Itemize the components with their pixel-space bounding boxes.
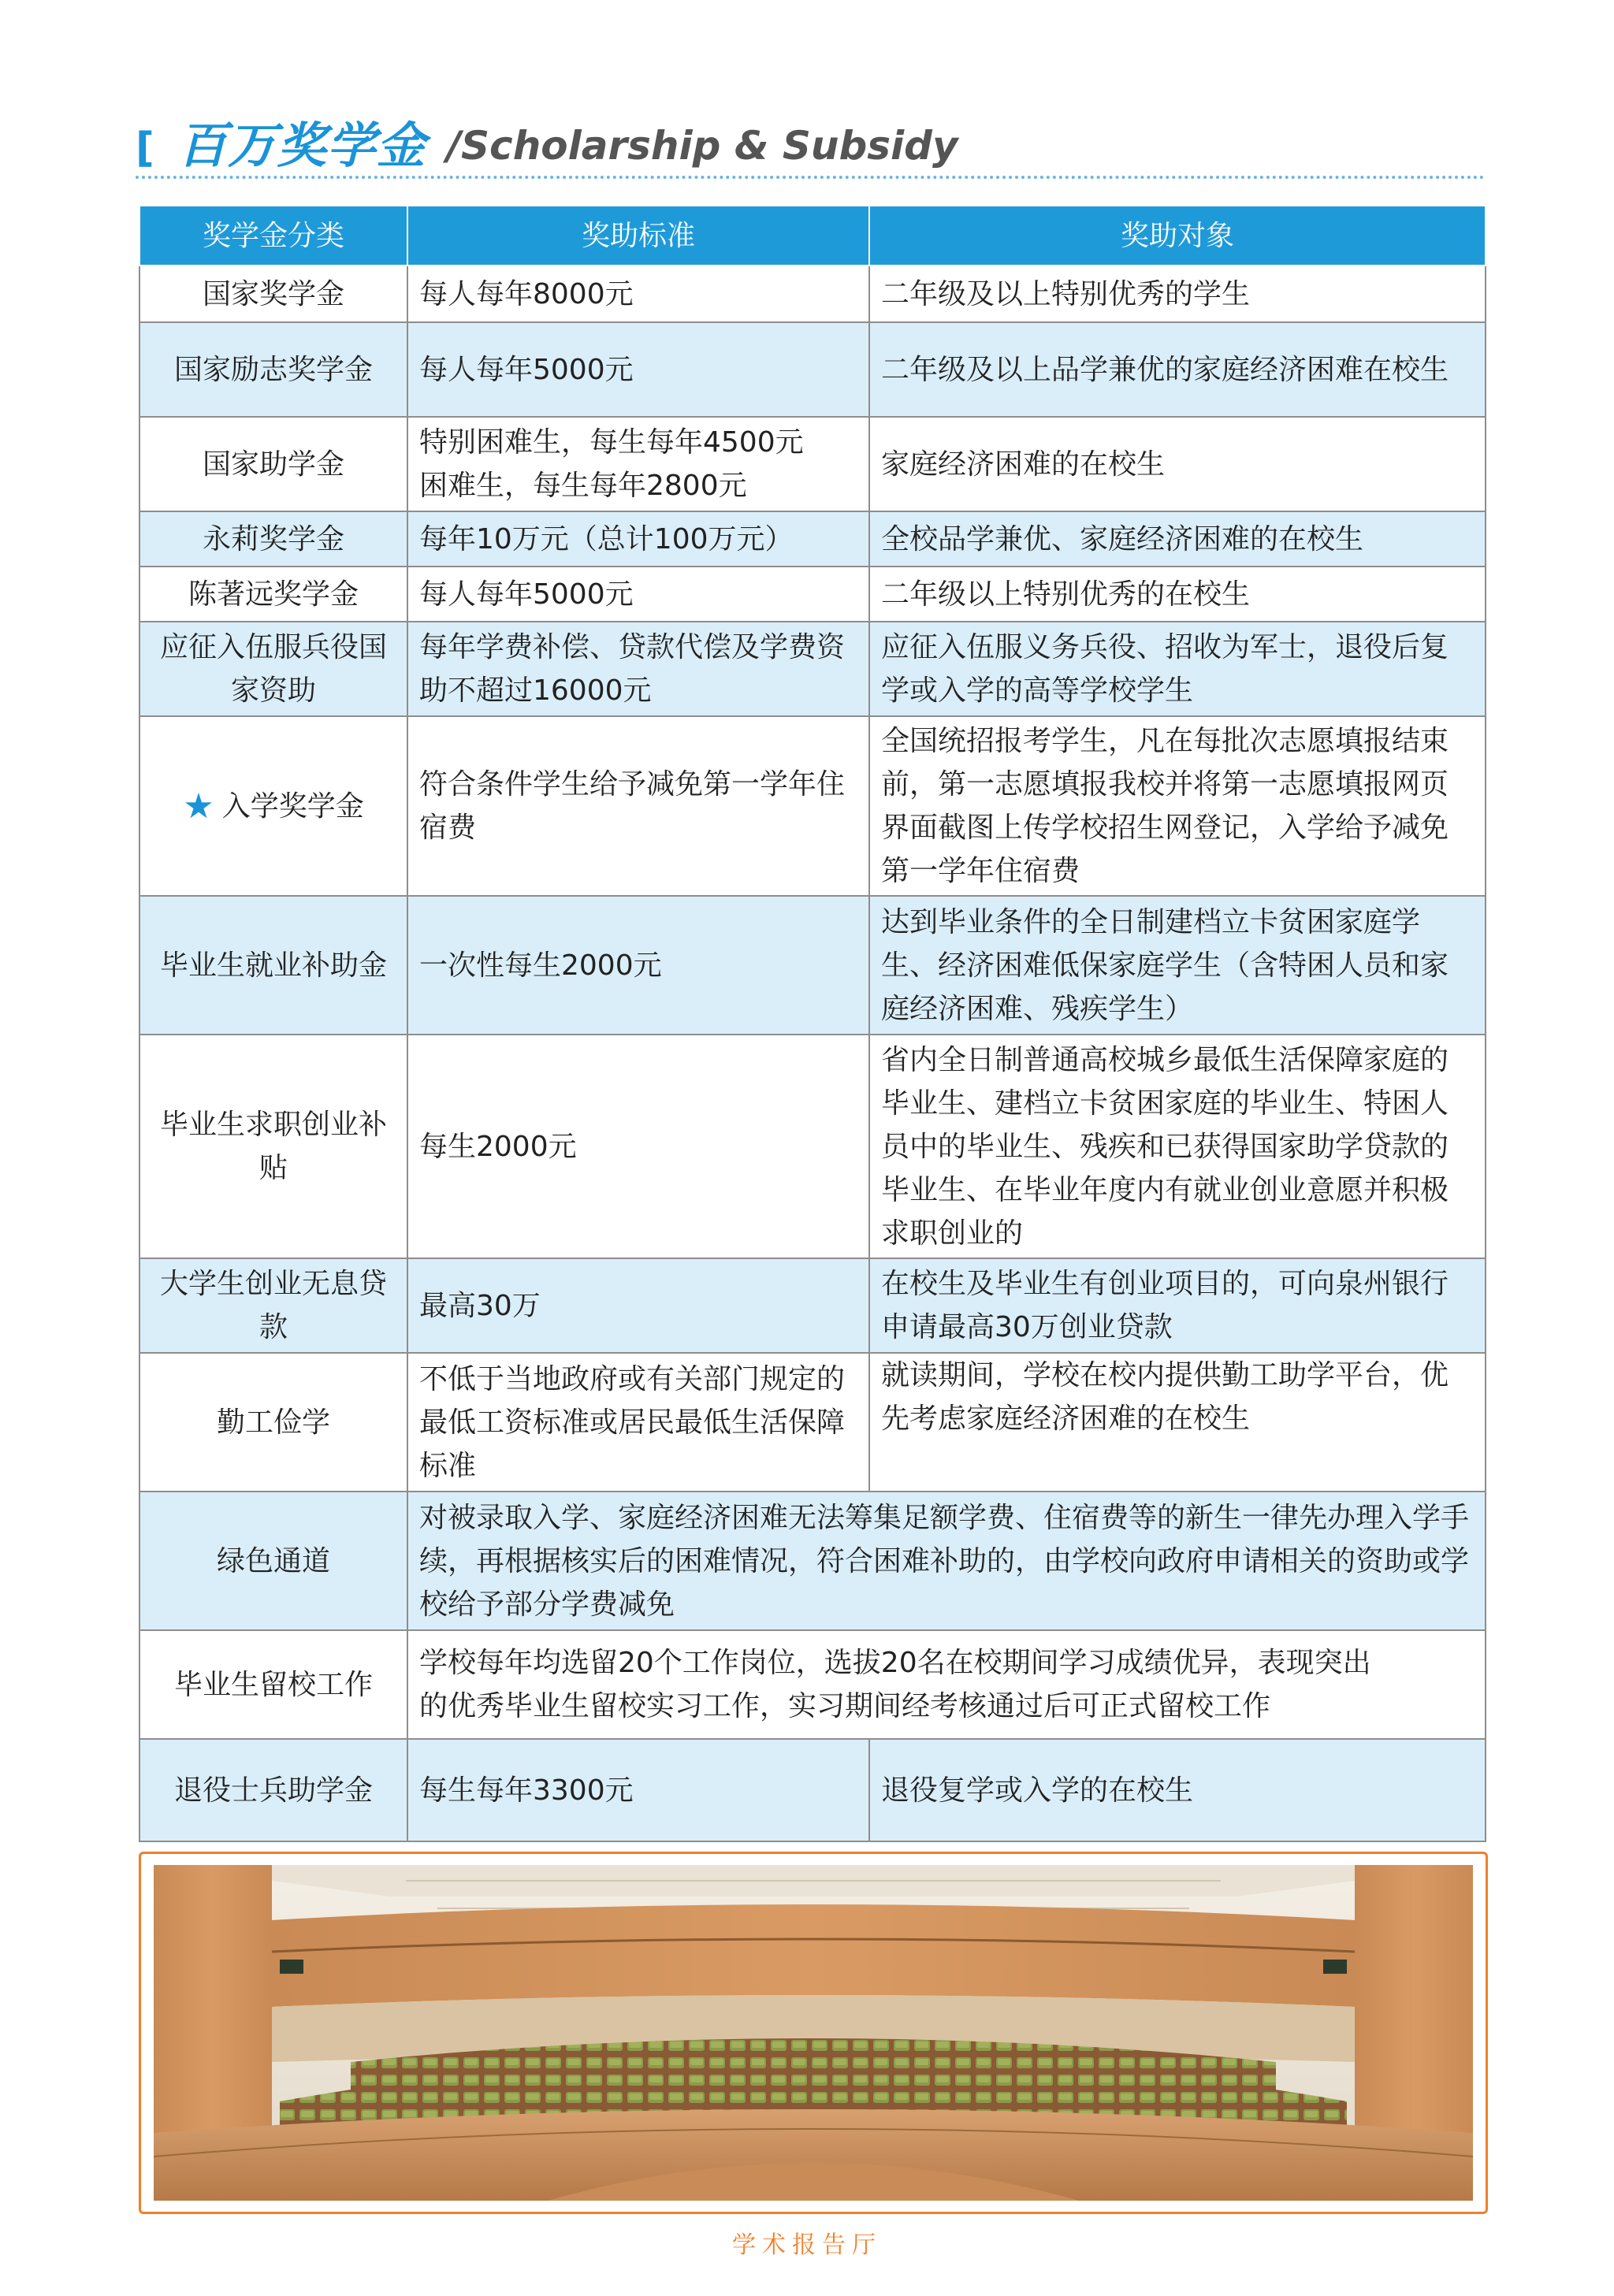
- row-standard: 每生每年3300元: [407, 1739, 869, 1841]
- row-standard: 每年10万元（总计100万元）: [407, 511, 869, 567]
- table-row: [139, 322, 1486, 417]
- table-row: [139, 716, 1486, 896]
- row-merged-text: 学校每年均选留20个工作岗位，选拔20名在校期间学习成绩优异，表现突出的优秀毕业生留校实习工作，实习期间经考核通过后可正式留校工作: [407, 1630, 1486, 1739]
- row-standard: 符合条件学生给予减免第一学年住宿费: [407, 716, 869, 896]
- row-standard: 每生2000元: [407, 1035, 869, 1258]
- row-category: 毕业生就业补助金: [139, 896, 407, 1035]
- row-category: 永莉奖学金: [139, 511, 407, 567]
- photo-frame: [139, 1852, 1488, 2214]
- heading-bracket: [: [136, 124, 154, 172]
- row-category: 绿色通道: [139, 1492, 407, 1630]
- row-standard: 每人每年5000元: [407, 322, 869, 417]
- row-standard: 每人每年5000元: [407, 567, 869, 622]
- row-target: 二年级以上特别优秀的在校生: [869, 567, 1486, 622]
- page-heading: [136, 110, 958, 173]
- heading-title-cn: 百万奖学金: [177, 117, 426, 174]
- table-row: [139, 1739, 1486, 1841]
- table-row: [139, 1353, 1486, 1492]
- row-category: 陈著远奖学金: [139, 567, 407, 622]
- table-row: [139, 511, 1486, 567]
- table-row: [139, 1492, 1486, 1630]
- photo-caption: 学术报告厅: [732, 2231, 882, 2259]
- table-header-row: [139, 206, 1486, 266]
- row-target: 达到毕业条件的全日制建档立卡贫困家庭学生、经济困难低保家庭学生（含特困人员和家庭经济困难、残疾学生）: [869, 896, 1486, 1035]
- table-row: [139, 1258, 1486, 1353]
- row-category: 大学生创业无息贷款: [139, 1258, 407, 1353]
- row-category-label: 入学奖学金: [221, 789, 364, 823]
- table-row: [139, 266, 1486, 322]
- dotted-divider: [136, 176, 1485, 179]
- row-standard: 最高30万: [407, 1258, 869, 1353]
- table-row: [139, 567, 1486, 622]
- row-category: 毕业生求职创业补贴: [139, 1035, 407, 1258]
- table-row: [139, 417, 1486, 511]
- row-target: 二年级及以上品学兼优的家庭经济困难在校生: [869, 322, 1486, 417]
- table-row: [139, 1630, 1486, 1739]
- row-standard: 一次性每生2000元: [407, 896, 869, 1035]
- row-category: 国家奖学金: [139, 266, 407, 322]
- header-target: 奖助对象: [869, 206, 1486, 266]
- star-icon: ★: [183, 786, 214, 827]
- row-category: 国家助学金: [139, 417, 407, 511]
- row-target: 就读期间，学校在校内提供勤工助学平台，优先考虑家庭经济困难的在校生: [869, 1353, 1486, 1492]
- table-row: [139, 622, 1486, 716]
- table-row: [139, 896, 1486, 1035]
- scholarship-table: [139, 205, 1486, 1842]
- heading-title-en: /Scholarship & Subsidy: [446, 123, 958, 169]
- row-merged-text: 对被录取入学、家庭经济困难无法筹集足额学费、住宿费等的新生一律先办理入学手续，再根据核实后的困难情况，符合困难补助的，由学校向政府申请相关的资助或学校给予部分学费减免: [407, 1492, 1486, 1630]
- row-standard: 特别困难生，每生每年4500元 困难生，每生每年2800元: [407, 417, 869, 511]
- row-standard: 每人每年8000元: [407, 266, 869, 322]
- row-category: 勤工俭学: [139, 1353, 407, 1492]
- row-category: 应征入伍服兵役国家资助: [139, 622, 407, 716]
- row-target: 应征入伍服义务兵役、招收为军士，退役后复学或入学的高等学校学生: [869, 622, 1486, 716]
- lecture-hall-photo: [154, 1865, 1473, 2201]
- row-target: 全国统招报考学生，凡在每批次志愿填报结束前，第一志愿填报我校并将第一志愿填报网页界面截图上传学校招生网登记，入学给予减免第一学年住宿费: [869, 716, 1486, 896]
- row-category: 毕业生留校工作: [139, 1630, 407, 1739]
- row-target: 省内全日制普通高校城乡最低生活保障家庭的毕业生、建档立卡贫困家庭的毕业生、特困人员中的毕业生、残疾和已获得国家助学贷款的毕业生、在毕业年度内有就业创业意愿并积极求职创业的: [869, 1035, 1486, 1258]
- row-target: 全校品学兼优、家庭经济困难的在校生: [869, 511, 1486, 567]
- lecture-hall-illustration: [154, 1865, 1473, 2201]
- row-target: 家庭经济困难的在校生: [869, 417, 1486, 511]
- row-category: 国家励志奖学金: [139, 322, 407, 417]
- row-standard: 每年学费补偿、贷款代偿及学费资助不超过16000元: [407, 622, 869, 716]
- table-row: [139, 1035, 1486, 1258]
- row-target: 退役复学或入学的在校生: [869, 1739, 1486, 1841]
- row-standard: 不低于当地政府或有关部门规定的最低工资标准或居民最低生活保障标准: [407, 1353, 869, 1492]
- header-category: 奖学金分类: [139, 206, 407, 266]
- row-category: [139, 716, 407, 896]
- row-target: 二年级及以上特别优秀的学生: [869, 266, 1486, 322]
- row-category: 退役士兵助学金: [139, 1739, 407, 1841]
- header-standard: 奖助标准: [407, 206, 869, 266]
- row-target: 在校生及毕业生有创业项目的，可向泉州银行申请最高30万创业贷款: [869, 1258, 1486, 1353]
